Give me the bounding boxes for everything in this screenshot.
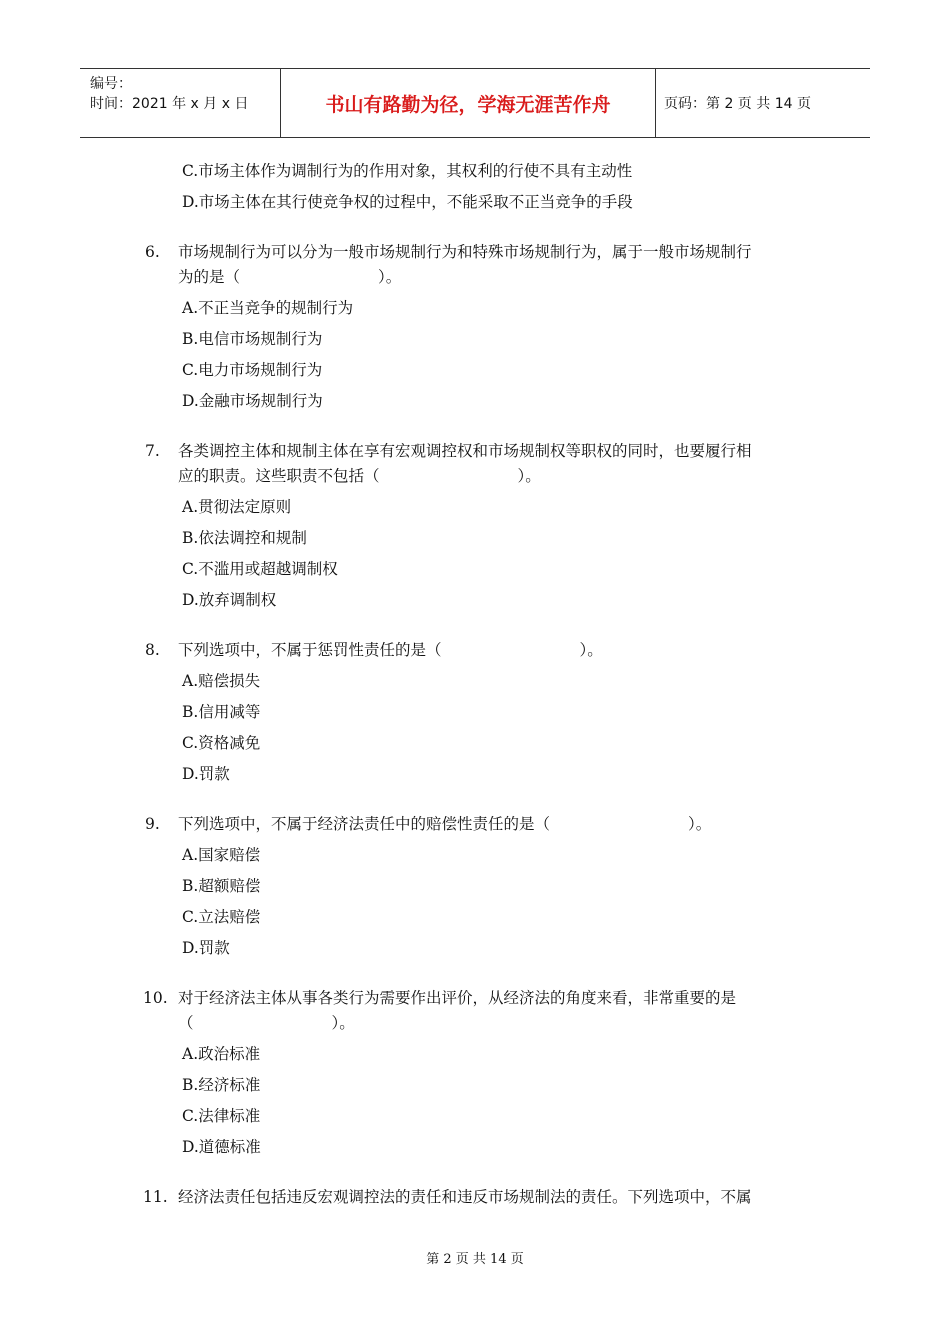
question-text-line: 应的职责。这些职责不包括（ ）。 — [178, 467, 541, 485]
option-a: A.不正当竞争的规制行为 — [182, 299, 354, 317]
option-a: A.贯彻法定原则 — [182, 498, 292, 516]
header-motto: 书山有路勤为径，学海无涯苦作舟 — [280, 69, 656, 137]
header-number-label: 编号： — [90, 76, 132, 92]
question-text-line: 经济法责任包括违反宏观调控法的责任和违反市场规制法的责任。下列选项中，不属 — [178, 1188, 752, 1206]
question-text-line: 下列选项中，不属于经济法责任中的赔偿性责任的是（ ）。 — [178, 815, 712, 833]
option-c: C.电力市场规制行为 — [182, 361, 323, 379]
option-d: D.罚款 — [182, 765, 230, 783]
question-text-line: 市场规制行为可以分为一般市场规制行为和特殊市场规制行为，属于一般市场规制行 — [178, 243, 752, 261]
header-time-label: 时间：2021 年 x 月 x 日 — [90, 96, 249, 112]
question-text-line: 为的是（ ）。 — [178, 268, 402, 286]
question-number: 7. — [145, 442, 160, 460]
option-a: A.赔偿损失 — [182, 672, 261, 690]
option-d: D.罚款 — [182, 939, 230, 957]
option-b: B.经济标准 — [182, 1076, 261, 1094]
option-d: D.金融市场规制行为 — [182, 392, 323, 410]
question-text-line: 各类调控主体和规制主体在享有宏观调控权和市场规制权等职权的同时，也要履行相 — [178, 442, 752, 460]
option-a: A.国家赔偿 — [182, 846, 261, 864]
option-d: D.道德标准 — [182, 1138, 261, 1156]
option-c: C.资格减免 — [182, 734, 261, 752]
option-prev-c: C.市场主体作为调制行为的作用对象，其权利的行使不具有主动性 — [182, 162, 633, 180]
option-b: B.依法调控和规制 — [182, 529, 307, 547]
question-text-line: （ ）。 — [178, 1014, 355, 1032]
question-text-line: 下列选项中，不属于惩罚性责任的是（ ）。 — [178, 641, 603, 659]
option-b: B.信用减等 — [182, 703, 261, 721]
question-number: 6. — [145, 243, 160, 261]
option-prev-d: D.市场主体在其行使竞争权的过程中，不能采取不正当竞争的手段 — [182, 193, 633, 211]
option-b: B.电信市场规制行为 — [182, 330, 323, 348]
question-number: 9. — [145, 815, 160, 833]
option-b: B.超额赔偿 — [182, 877, 261, 895]
option-c: C.不滥用或超越调制权 — [182, 560, 338, 578]
question-number: 10. — [143, 989, 168, 1007]
header-page-info: 页码：第 2 页 共 14 页 — [664, 96, 811, 112]
page-header — [80, 68, 870, 138]
question-number: 11. — [143, 1188, 168, 1206]
header-meta — [80, 69, 280, 137]
option-c: C.立法赔偿 — [182, 908, 261, 926]
option-d: D.放弃调制权 — [182, 591, 277, 609]
option-a: A.政治标准 — [182, 1045, 261, 1063]
option-c: C.法律标准 — [182, 1107, 261, 1125]
question-number: 8. — [145, 641, 160, 659]
page-footer: 第 2 页 共 14 页 — [426, 1252, 524, 1267]
question-text-line: 对于经济法主体从事各类行为需要作出评价，从经济法的角度来看，非常重要的是 — [178, 989, 737, 1007]
